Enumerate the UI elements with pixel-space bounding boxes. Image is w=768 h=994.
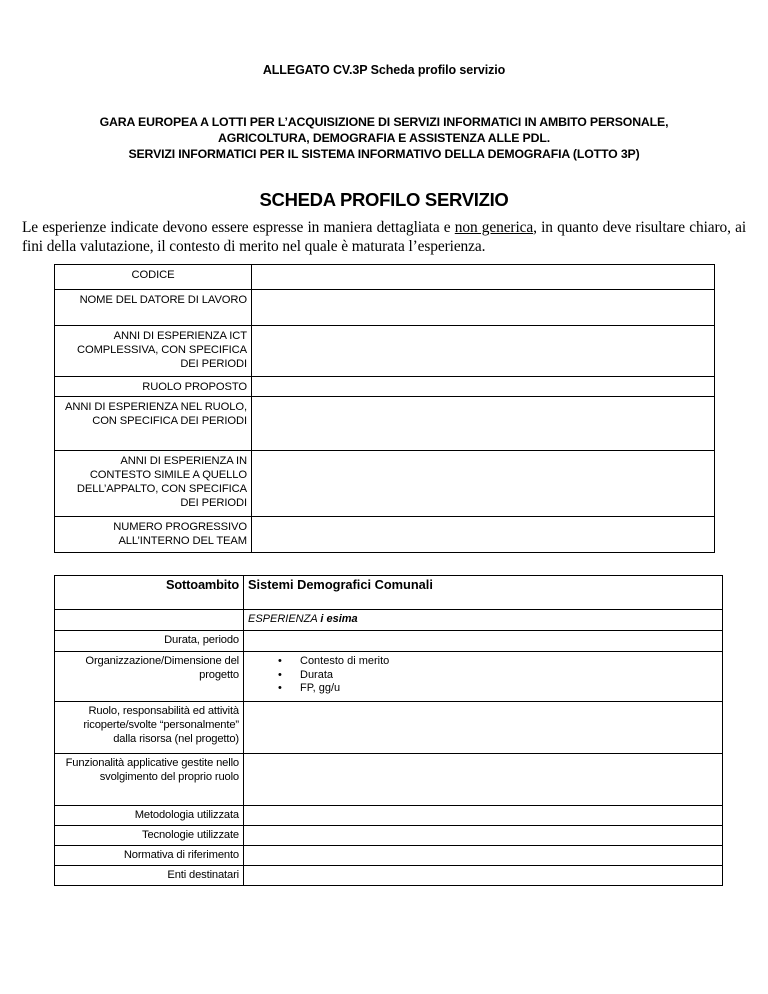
table-row (55, 517, 715, 553)
table-row (55, 826, 723, 846)
codice-field[interactable] (252, 265, 715, 290)
table-row (55, 631, 723, 652)
esperienza-heading (244, 610, 723, 631)
normativa-field[interactable] (244, 846, 723, 866)
tender-heading (60, 114, 708, 162)
table-row (55, 754, 723, 806)
table-row (55, 451, 715, 517)
table-row (55, 576, 723, 610)
normativa-label: Normativa di riferimento (55, 846, 244, 866)
anni-ict-label: ANNI DI ESPERIENZA ICT COMPLESSIVA, CON SPECIFICA DEI PERIODI (55, 326, 252, 377)
funzionalita-field[interactable] (244, 754, 723, 806)
list-item: • Durata (300, 669, 718, 683)
attachment-title: ALLEGATO CV.3P Scheda profilo servizio (262, 63, 506, 77)
table-row (55, 652, 723, 702)
table-row (55, 290, 715, 326)
table-row (55, 610, 723, 631)
durata-label: Durata, periodo (55, 631, 244, 652)
anni-contesto-field[interactable] (252, 451, 715, 517)
intro-paragraph (22, 218, 746, 256)
organizzazione-list (248, 655, 718, 696)
table-row (55, 377, 715, 397)
anni-ict-field[interactable] (252, 326, 715, 377)
datore-field[interactable] (252, 290, 715, 326)
codice-label: CODICE (55, 265, 252, 290)
table-row (55, 326, 715, 377)
metodologia-field[interactable] (244, 806, 723, 826)
table-row (55, 846, 723, 866)
anni-ruolo-field[interactable] (252, 397, 715, 451)
durata-field[interactable] (244, 631, 723, 652)
esperienza-suffix: i esima (320, 613, 358, 625)
tecnologie-label: Tecnologie utilizzate (55, 826, 244, 846)
anni-contesto-label: ANNI DI ESPERIENZA IN CONTESTO SIMILE A QUELLO DELL’APPALTO, CON SPECIFICA DEI PERIODI (55, 451, 252, 517)
metodologia-label: Metodologia utilizzata (55, 806, 244, 826)
esperienza-spacer (55, 610, 244, 631)
sottoambito-label: Sottoambito (55, 576, 244, 610)
numero-field[interactable] (252, 517, 715, 553)
organizzazione-field[interactable] (244, 652, 723, 702)
ruolo-responsabilita-field[interactable] (244, 702, 723, 754)
funzionalita-label: Funzionalità applicative gestite nello svolgimento del proprio ruolo (55, 754, 244, 806)
table-row (55, 866, 723, 886)
tender-heading-line: AGRICOLTURA, DEMOGRAFIA E ASSISTENZA ALLE PDL. (218, 131, 550, 145)
intro-underlined-text: non generica (454, 219, 534, 236)
sottoambito-value: Sistemi Demografici Comunali (244, 576, 723, 610)
tecnologie-field[interactable] (244, 826, 723, 846)
tender-heading-line: SERVIZI INFORMATICI PER IL SISTEMA INFORMATIVO DELLA DEMOGRAFIA (LOTTO 3P) (128, 147, 640, 161)
esperienza-label: ESPERIENZA (248, 613, 321, 625)
tender-heading-line: GARA EUROPEA A LOTTI PER L’ACQUISIZIONE DI SERVIZI INFORMATICI IN AMBITO PERSONALE, (99, 115, 669, 129)
organizzazione-label: Organizzazione/Dimensione del progetto (55, 652, 244, 702)
intro-text-end: , in quanto deve risultare chiaro, ai fini della valutazione, il contesto di merito nel quale è maturata l’esperienza. (22, 219, 747, 255)
list-item: • FP, gg/u (300, 682, 718, 696)
ruolo-field[interactable] (252, 377, 715, 397)
datore-label: NOME DEL DATORE DI LAVORO (55, 290, 252, 326)
table-row (55, 806, 723, 826)
table-row (55, 265, 715, 290)
list-item: • Contesto di merito (300, 655, 718, 669)
experience-table (54, 575, 723, 886)
ruolo-label: RUOLO PROPOSTO (55, 377, 252, 397)
enti-field[interactable] (244, 866, 723, 886)
table-row (55, 397, 715, 451)
page-title: SCHEDA PROFILO SERVIZIO (259, 189, 509, 210)
ruolo-responsabilita-label: Ruolo, responsabilità ed attività ricoperte/svolte “personalmente” dalla risorsa (nel progetto) (55, 702, 244, 754)
profile-table (54, 264, 715, 553)
enti-label: Enti destinatari (55, 866, 244, 886)
anni-ruolo-label: ANNI DI ESPERIENZA NEL RUOLO, CON SPECIFICA DEI PERIODI (55, 397, 252, 451)
intro-text-start: Le esperienze indicate devono essere espresse in maniera dettagliata e (22, 219, 455, 236)
table-row (55, 702, 723, 754)
numero-label: NUMERO PROGRESSIVO ALL’INTERNO DEL TEAM (55, 517, 252, 553)
